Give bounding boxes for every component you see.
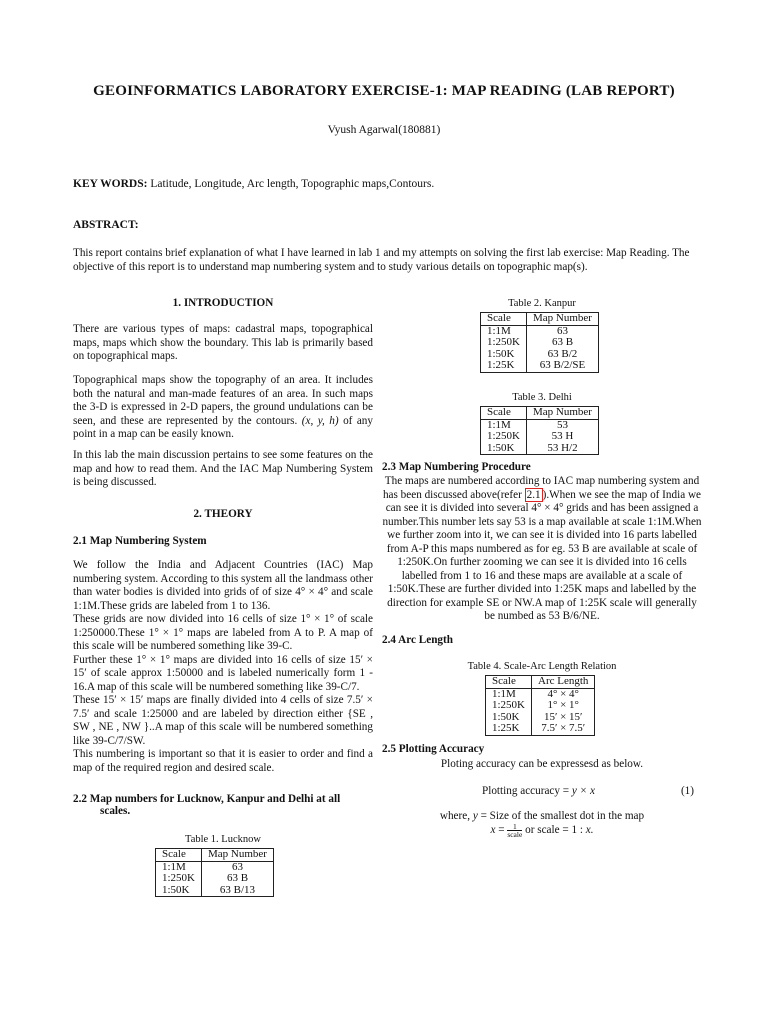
- section-2-4-heading: 2.4 Arc Length: [382, 634, 453, 646]
- section-2-1-body: [73, 559, 373, 775]
- table-cell: 53 H: [527, 431, 599, 443]
- table-cell: 1° × 1°: [532, 700, 595, 712]
- table-row: [481, 337, 599, 349]
- theory-heading: 2. THEORY: [193, 508, 253, 520]
- table-1-wrap: [155, 848, 274, 897]
- intro-p2-math: (x, y, h): [301, 414, 339, 427]
- table-row: [486, 700, 595, 712]
- table-3-wrap: [480, 406, 599, 455]
- eq-lhs: Plotting accuracy =: [482, 785, 572, 797]
- table-cell: 1:1M: [486, 688, 532, 700]
- column-header: Scale: [156, 849, 202, 862]
- where-a: where,: [439, 810, 473, 822]
- abstract-text: This report contains brief explanation of what I have learned in lab 1 and my attempts on solving the first lab exercise: Map Reading. The objective of this report is to understand map numbering system and to study various details on topographic map(s).: [73, 247, 690, 273]
- keywords-label: KEY WORDS:: [73, 178, 148, 190]
- column-header: Scale: [486, 676, 532, 689]
- table-cell: 1:50K: [481, 349, 527, 361]
- intro-p2-text: Topographical maps show the topography of an area. It includes both the natural and man-made features of an area. In such maps the 3-D is expressed in 2-D papers, the ground undulations can be seen, and these are represented by the contours.: [73, 374, 373, 427]
- intro-p2-end: of any point in a map can be easily known.: [73, 414, 373, 440]
- x-rest: or scale = 1 :: [522, 824, 586, 837]
- x-var: x.: [585, 824, 594, 837]
- section-2-3-heading: 2.3 Map Numbering Procedure: [382, 461, 531, 473]
- table-cell: 1:1M: [156, 861, 202, 873]
- table-cell: 63 B/2: [527, 349, 599, 361]
- where-b: = Size of the smallest dot in the map: [477, 810, 645, 822]
- table-cell: 1:50K: [156, 885, 202, 897]
- table-cell: 1:50K: [486, 712, 532, 724]
- table-2-kanpur: [480, 312, 599, 373]
- table-row: [156, 873, 274, 885]
- table-cell: 1:250K: [481, 337, 527, 349]
- section-2-5-intro: Ploting accuracy can be expressesd as below.: [440, 758, 644, 770]
- frac-numerator: 1: [507, 823, 522, 831]
- s22-heading-line-2: scales.: [100, 805, 131, 817]
- table-cell: 63 B/13: [202, 885, 274, 897]
- table-1-lucknow: [155, 848, 274, 897]
- table-2-wrap: [480, 312, 599, 373]
- intro-paragraph-2: [73, 374, 373, 442]
- equation-1: [482, 785, 595, 797]
- s21-para-d: These 15′ × 15′ maps are finally divided into 4 cells of size 7.5′ × 7.5′ and scale 1:25000 and are labeled by direction either {SE , SW , NE , NW }..A map of this scale will be numbered something like 39-C/7/SW.: [73, 694, 373, 747]
- table-row: [156, 885, 274, 897]
- table-cell: 1:250K: [156, 873, 202, 885]
- s21-para-b: These grids are now divided into 16 cells of size 1° × 1° of scale 1:250000.These 1° × 1° maps are labeled from A to P. A map of this scale will be numbered something like 39-C.: [73, 613, 373, 652]
- s21-para-e: This numbering is important so that it is easier to order and find a map of the required region and desired scale.: [73, 748, 373, 774]
- keywords-text: Latitude, Longitude, Arc length, Topographic maps,Contours.: [150, 178, 435, 190]
- s21-para-c: Further these 1° × 1° maps are divided into 16 cells of size 15′ × 15′ of scale approx 1:50000 and is labeled numerically form 1 - 16.A map of this scale will be numbered something like 39-C/7.: [73, 653, 373, 693]
- table-cell: 1:25K: [481, 360, 527, 372]
- column-header: Arc Length: [532, 676, 595, 689]
- table-row: [486, 723, 595, 735]
- table-3-delhi: [480, 406, 599, 455]
- table-cell: 15′ × 15′: [532, 712, 595, 724]
- column-header: Map Number: [527, 313, 599, 326]
- table-cell: 1:1M: [481, 325, 527, 337]
- column-header: Map Number: [202, 849, 274, 862]
- s23-text-a: The maps are numbered according to IAC map numbering system and has been discussed above(refer: [382, 475, 700, 501]
- keywords-line: [73, 178, 434, 190]
- section-ref-link[interactable]: 2.1: [526, 488, 541, 501]
- table-cell: 1:250K: [481, 431, 527, 443]
- table-4-scale-arc: [485, 675, 595, 736]
- column-header: Scale: [481, 313, 527, 326]
- where-line: [382, 810, 702, 824]
- s21-para-a: We follow the India and Adjacent Countries (IAC) Map numbering system. According to this system all the landmass other than water bodies is divided into grids of of size 4° × 4° and scale 1:1M.These grids are labeled from 1 to 136.: [73, 559, 373, 612]
- table-cell: 1:250K: [486, 700, 532, 712]
- equation-number: (1): [680, 785, 694, 797]
- intro-paragraph-1: There are various types of maps: cadastral maps, topographical maps, maps which show the boundary. This lab is primarily based on topographical maps.: [73, 323, 373, 362]
- x-definition-line: x = $\frac{1}{\text{scale}}$ or scale = 1 : x.: [490, 822, 594, 839]
- table-cell: 63 B/2/SE: [527, 360, 599, 372]
- table-cell: 4° × 4°: [532, 688, 595, 700]
- section-2-5-heading: 2.5 Plotting Accuracy: [382, 743, 485, 755]
- section-2-2-heading: [73, 793, 373, 817]
- table-cell: 63 B: [202, 873, 274, 885]
- table-row: [481, 360, 599, 372]
- author-line: Vyush Agarwal(180881): [327, 124, 441, 136]
- frac-denominator: scale: [507, 830, 523, 839]
- table-cell: 53 H/2: [527, 443, 599, 455]
- abstract-heading: ABSTRACT:: [73, 219, 139, 231]
- where-y: y: [472, 810, 478, 822]
- column-header: Scale: [481, 407, 527, 420]
- table-4-caption: Table 4. Scale-Arc Length Relation: [467, 661, 617, 672]
- x-fraction: [507, 823, 522, 838]
- table-cell: 53: [527, 419, 599, 431]
- table-2-caption: Table 2. Kanpur: [508, 298, 576, 309]
- table-cell: 63: [202, 861, 274, 873]
- table-cell: 7.5′ × 7.5′: [532, 723, 595, 735]
- x-lhs: x: [490, 824, 496, 837]
- section-2-1-heading: 2.1 Map Numbering System: [73, 535, 207, 547]
- table-row: [481, 443, 599, 455]
- paper-title: GEOINFORMATICS LABORATORY EXERCISE-1: MAP READING (LAB REPORT): [93, 83, 675, 99]
- table-row: [481, 431, 599, 443]
- table-1-caption: Table 1. Lucknow: [185, 834, 261, 845]
- intro-heading: 1. INTRODUCTION: [172, 297, 274, 309]
- section-2-3-body: [382, 475, 702, 624]
- table-cell: 1:25K: [486, 723, 532, 735]
- table-cell: 63: [527, 325, 599, 337]
- table-3-caption: Table 3. Delhi: [512, 392, 572, 403]
- table-cell: 63 B: [527, 337, 599, 349]
- eq-rhs: y × x: [571, 785, 595, 797]
- intro-paragraph-3: In this lab the main discussion pertains to see some features on the map and how to read them. And the IAC Map Numbering System is being discussed.: [73, 449, 373, 488]
- s22-heading-line-1: 2.2 Map numbers for Lucknow, Kanpur and Delhi at all: [73, 793, 341, 805]
- table-cell: 1:1M: [481, 419, 527, 431]
- table-cell: 1:50K: [481, 443, 527, 455]
- s23-text-b: ).When we see the map of India we can see it is divided into several 4° × 4° grids and has been assigned a number.This number lets say 53 is a map available at scale 1:1M.When we further zoom into it, we can see it is divided into 16 parts labelled from A-P this maps numbered as for eg. 53 B are available at scale of 1:250K.On further zooming we can see it is divided into 16 cells labelled from 1 to 16 and these maps are available at a scale of 1:50K.These are further divided into 1:25K maps and labelled by the direction for example SE or NW.A map of 1:25K scale will generally be numbed as 53 B/6/NE.: [382, 488, 702, 622]
- column-header: Map Number: [527, 407, 599, 420]
- table-4-wrap: [485, 675, 595, 736]
